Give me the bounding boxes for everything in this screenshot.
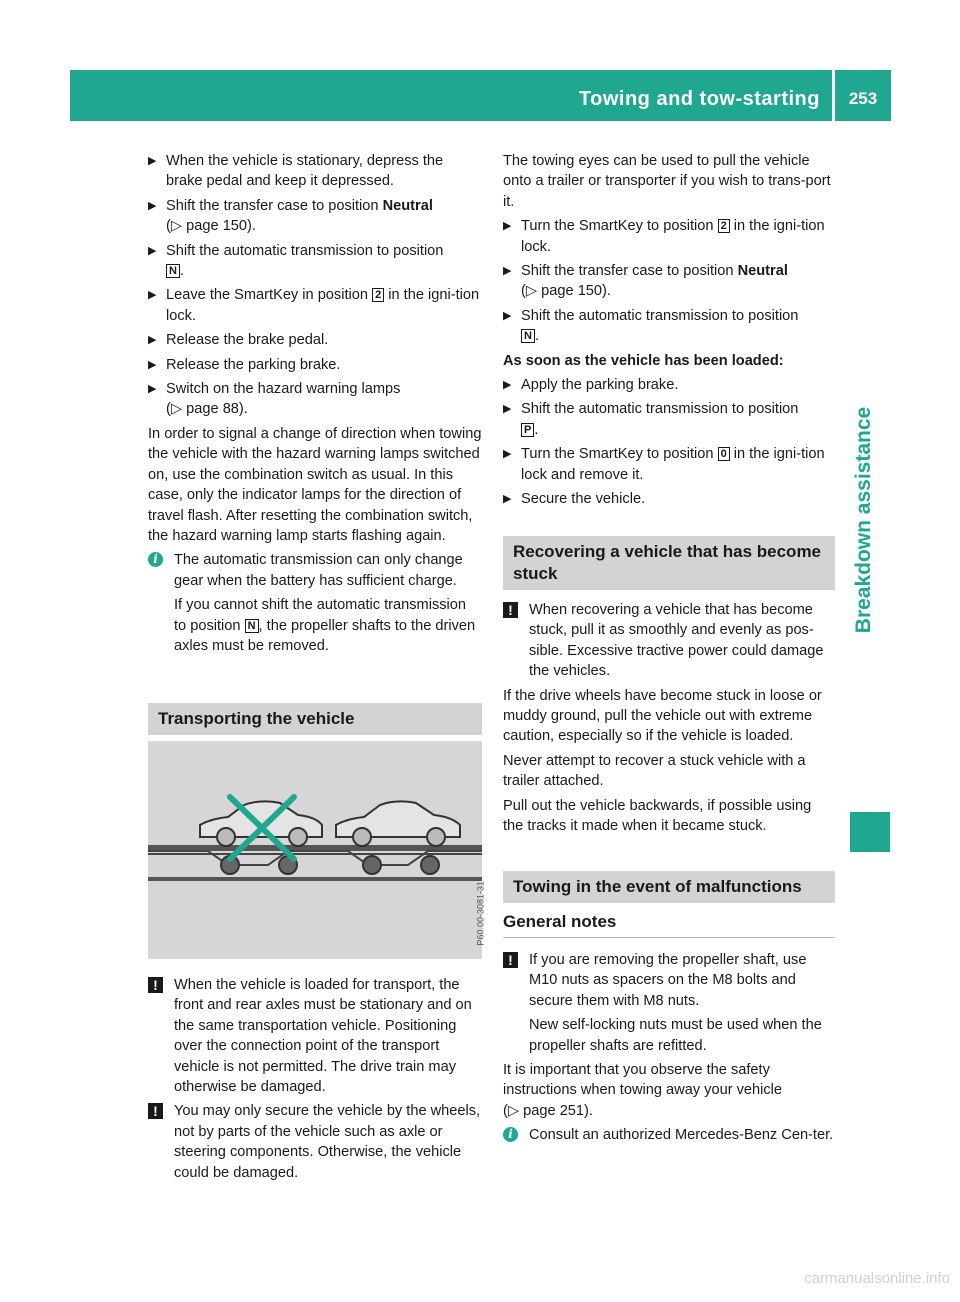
side-marker <box>850 812 890 852</box>
arrow-icon: ▶ <box>148 358 157 371</box>
warning-note: ! If you are removing the propeller shaft, use M10 nuts as spacers on the M8 bolts and secure them with M8 nuts. New self-locking nuts must be used when the propeller shafts are refitted. <box>503 950 835 1056</box>
warning-icon: ! <box>148 1103 163 1119</box>
warning-note: ! When the vehicle is loaded for transport, the front and rear axles must be stationary and on the same transportation vehicle. Positioning over the connection point of the transport vehicle is not permitted. The drive train may otherwise be damaged. <box>148 975 482 1097</box>
list-item: ▶ Switch on the hazard warning lamps (▷ page 88). <box>148 381 401 418</box>
arrow-icon: ▶ <box>503 493 512 506</box>
paragraph: If the drive wheels have become stuck in loose or muddy ground, pull the vehicle out with extreme caution, especially so if the vehicle is loaded. <box>503 687 822 745</box>
car-correct <box>336 801 460 846</box>
arrow-icon: ▶ <box>148 244 157 257</box>
arrow-icon: ▶ <box>503 403 512 416</box>
warning-note: ! You may only secure the vehicle by the wheels, not by parts of the vehicle such as axle or steering components. Otherwise, the vehicle could be damaged. <box>148 1101 482 1183</box>
section-heading: Recovering a vehicle that has become stuck <box>503 536 835 590</box>
arrow-icon: ▶ <box>148 334 157 347</box>
gear-n-key: N <box>245 619 259 633</box>
list-item: ▶ When the vehicle is stationary, depress the brake pedal and keep it depressed. <box>148 153 444 190</box>
warning-note: ! When recovering a vehicle that has become stuck, pull it as smoothly and evenly as pos-sible. Excessive tractive power could damage the vehicles. <box>503 600 835 682</box>
page-title: Towing and tow-starting <box>578 88 820 110</box>
list-item: ▶ Shift the automatic transmission to position N . <box>148 242 444 280</box>
stuck-section <box>503 536 835 840</box>
page-ref-icon: ▷ <box>170 401 183 418</box>
gear-p-key: P <box>521 423 534 437</box>
list-item: ▶ Apply the parking brake. <box>503 375 835 395</box>
arrow-icon: ▶ <box>148 199 157 212</box>
page-ref-link[interactable]: page 251). <box>523 1102 593 1119</box>
page-ref-link[interactable]: page 88). <box>186 401 248 418</box>
transporter-graphic <box>148 741 482 959</box>
paragraph: Pull out the vehicle backwards, if possible using the tracks it made when it became stuck. <box>503 797 812 835</box>
page-ref-icon: ▷ <box>525 283 538 300</box>
arrow-icon: ▶ <box>148 155 157 167</box>
info-note: i Consult an authorized Mercedes-Benz Cen-ter. <box>503 1125 835 1145</box>
arrow-icon: ▶ <box>148 383 157 396</box>
page-ref-link[interactable]: page 150). <box>186 218 256 235</box>
warning-icon: ! <box>503 952 518 968</box>
neutral-label: Neutral <box>382 197 433 214</box>
list-item: ▶ Release the brake pedal. <box>148 330 482 350</box>
side-tab-label: Breakdown assistance <box>852 406 875 634</box>
warning-icon: ! <box>503 602 518 618</box>
paragraph: It is important that you observe the safety instructions when towing away your vehicle (▷ page 251). <box>503 1062 783 1119</box>
list-item: ▶ Shift the automatic transmission to position P . <box>503 401 799 438</box>
loaded-heading: As soon as the vehicle has been loaded: <box>503 352 784 369</box>
list-item: ▶ Secure the vehicle. <box>503 489 835 509</box>
info-icon: i <box>503 1127 518 1142</box>
warning-icon: ! <box>148 977 163 993</box>
list-item: ▶ Shift the automatic transmission to position N . <box>503 307 799 345</box>
right-column <box>503 151 835 514</box>
page-ref-icon: ▷ <box>507 1102 520 1119</box>
page-ref-link[interactable]: page 150). <box>541 283 611 300</box>
arrow-icon: ▶ <box>503 309 512 322</box>
rail-bottom <box>148 877 482 881</box>
list-item: ▶ Shift the transfer case to position Neutral (▷ page 150). <box>148 197 433 235</box>
list-item: ▶ Turn the SmartKey to position 0 in the igni-tion lock and remove it. <box>503 446 825 483</box>
left-warnings <box>148 975 482 1187</box>
arrow-icon: ▶ <box>503 220 512 233</box>
gear-n-key: N <box>166 264 180 278</box>
info-note: i The automatic transmission can only change gear when the battery has sufficient charge. If you cannot shift the automatic transmission to position N , the propeller shafts to the driven axles must be removed. <box>148 550 482 656</box>
arrow-icon: ▶ <box>503 448 512 461</box>
left-column <box>148 151 482 660</box>
transport-illustration <box>148 741 486 959</box>
key-position-0: 0 <box>718 447 730 461</box>
key-position-2: 2 <box>718 219 730 233</box>
list-item: ▶ Leave the SmartKey in position 2 in the igni-tion lock. <box>148 287 480 324</box>
paragraph: In order to signal a change of direction when towing the vehicle with the hazard warning lamps switched on, use the combination switch as usual. In this case, only the indicator lamps for the direction of travel flash. After resetting the combination switch, the hazard warning lamp starts flashing again. <box>148 425 482 544</box>
info-icon: i <box>148 552 163 567</box>
subheading: General notes <box>503 911 835 938</box>
paragraph: Never attempt to recover a stuck vehicle with a trailer attached. <box>503 752 806 790</box>
page-ref-icon: ▷ <box>170 218 183 235</box>
arrow-icon: ▶ <box>503 379 512 392</box>
section-heading: Transporting the vehicle <box>148 703 482 735</box>
list-item: ▶ Release the parking brake. <box>148 355 482 375</box>
neutral-label: Neutral <box>737 263 788 280</box>
figure-code: P60.00-3081-31 <box>476 881 486 946</box>
malfunction-section <box>503 871 835 1150</box>
watermark: carmanualsonline.info <box>804 1270 950 1287</box>
page-number: 253 <box>835 70 891 121</box>
arrow-icon: ▶ <box>503 265 512 278</box>
key-position-2: 2 <box>372 288 384 302</box>
gear-n-key: N <box>521 329 535 343</box>
list-item: ▶ Shift the transfer case to position Neutral (▷ page 150). <box>503 263 788 300</box>
transport-section <box>148 703 482 735</box>
arrow-icon: ▶ <box>148 289 157 302</box>
paragraph: The towing eyes can be used to pull the vehicle onto a trailer or transporter if you wish to trans-port it. <box>503 153 831 210</box>
section-heading: Towing in the event of malfunctions <box>503 871 835 903</box>
list-item: ▶ Turn the SmartKey to position 2 in the igni-tion lock. <box>503 218 825 255</box>
